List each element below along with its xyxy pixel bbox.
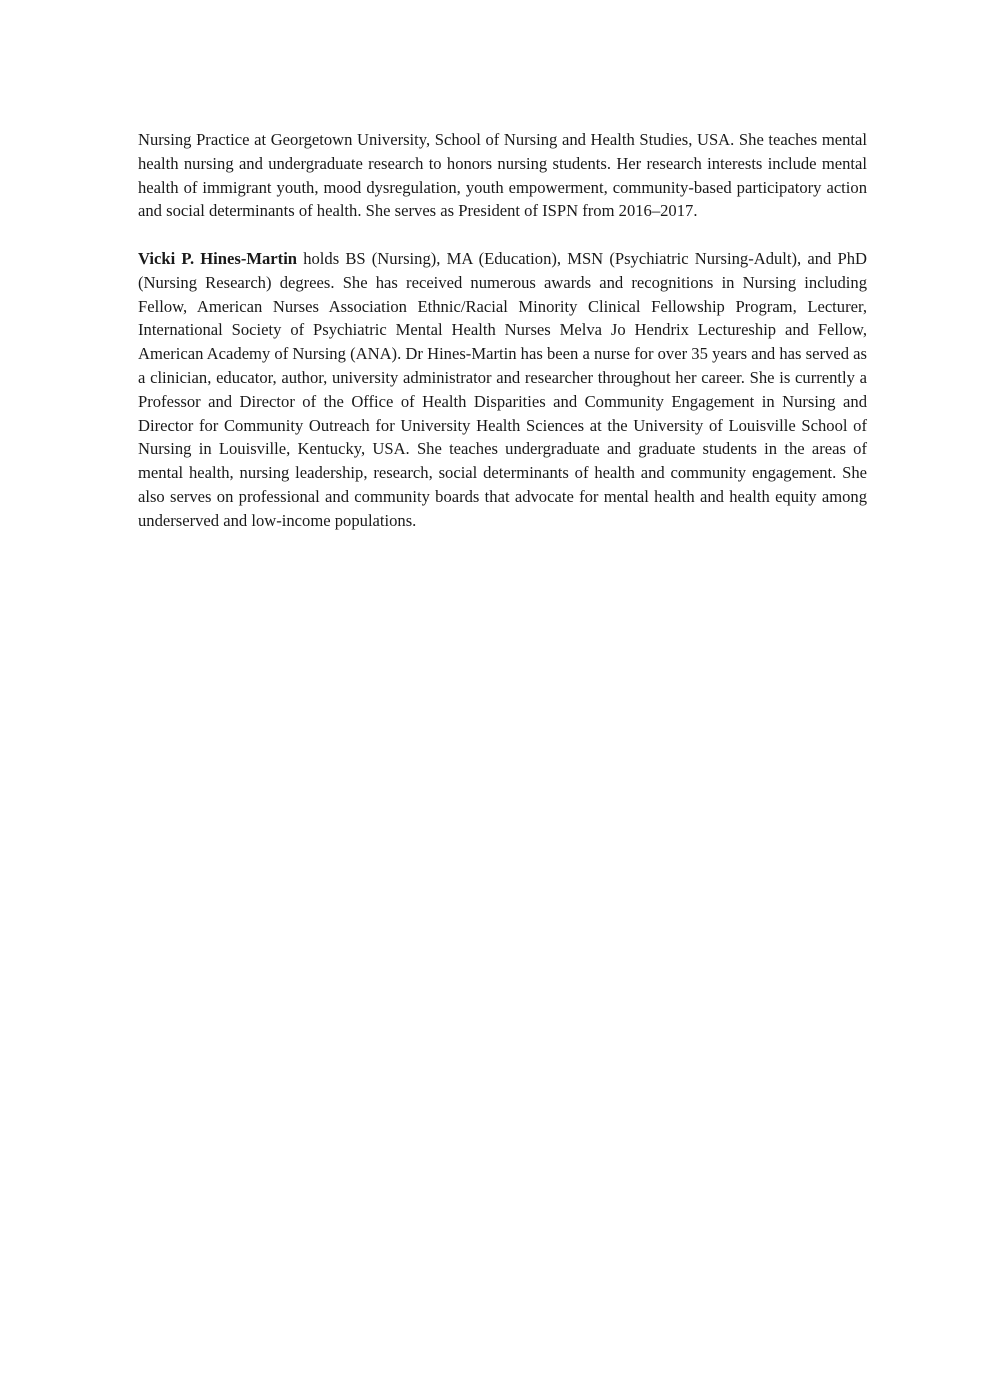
bio-name: Vicki P. Hines-Martin <box>138 248 298 268</box>
document-page <box>138 128 867 533</box>
bio-text: Nursing Practice at Georgetown University, School of Nursing and Health Studies, USA. She teaches mental health nursing and undergraduate research to honors nursing students. Her research interests include mental health of immigrant youth, mood dysregulation, youth empowerment, community-based participatory action and social determinants of health. She serves as President of ISPN from 2016–2017. <box>138 130 867 221</box>
bio-paragraph-continued <box>138 128 867 223</box>
bio-paragraph-hines-martin <box>138 247 867 533</box>
bio-text: holds BS (Nursing), MA (Education), MSN (Psychiatric Nursing-Adult), and PhD (Nursing Research) degrees. She has received numerous awards and recognitions in Nursing including Fellow, American Nurses Association Ethnic/Racial Minority Clinical Fellowship Program, Lecturer, International Society of Psychiatric Mental Health Nurses Melva Jo Hendrix Lectureship and Fellow, American Academy of Nursing (ANA). Dr Hines-Martin has been a nurse for over 35 years and has served as a clinician, educator, author, university administrator and researcher throughout her career. She is currently a Professor and Director of the Office of Health Disparities and Community Engagement in Nursing and Director for Community Outreach for University Health Sciences at the University of Louisville School of Nursing in Louisville, Kentucky, USA. She teaches undergraduate and graduate students in the areas of mental health, nursing leadership, research, social determinants of health and community engagement. She also serves on professional and community boards that advocate for mental health and health equity among underserved and low-income populations. <box>138 248 867 530</box>
